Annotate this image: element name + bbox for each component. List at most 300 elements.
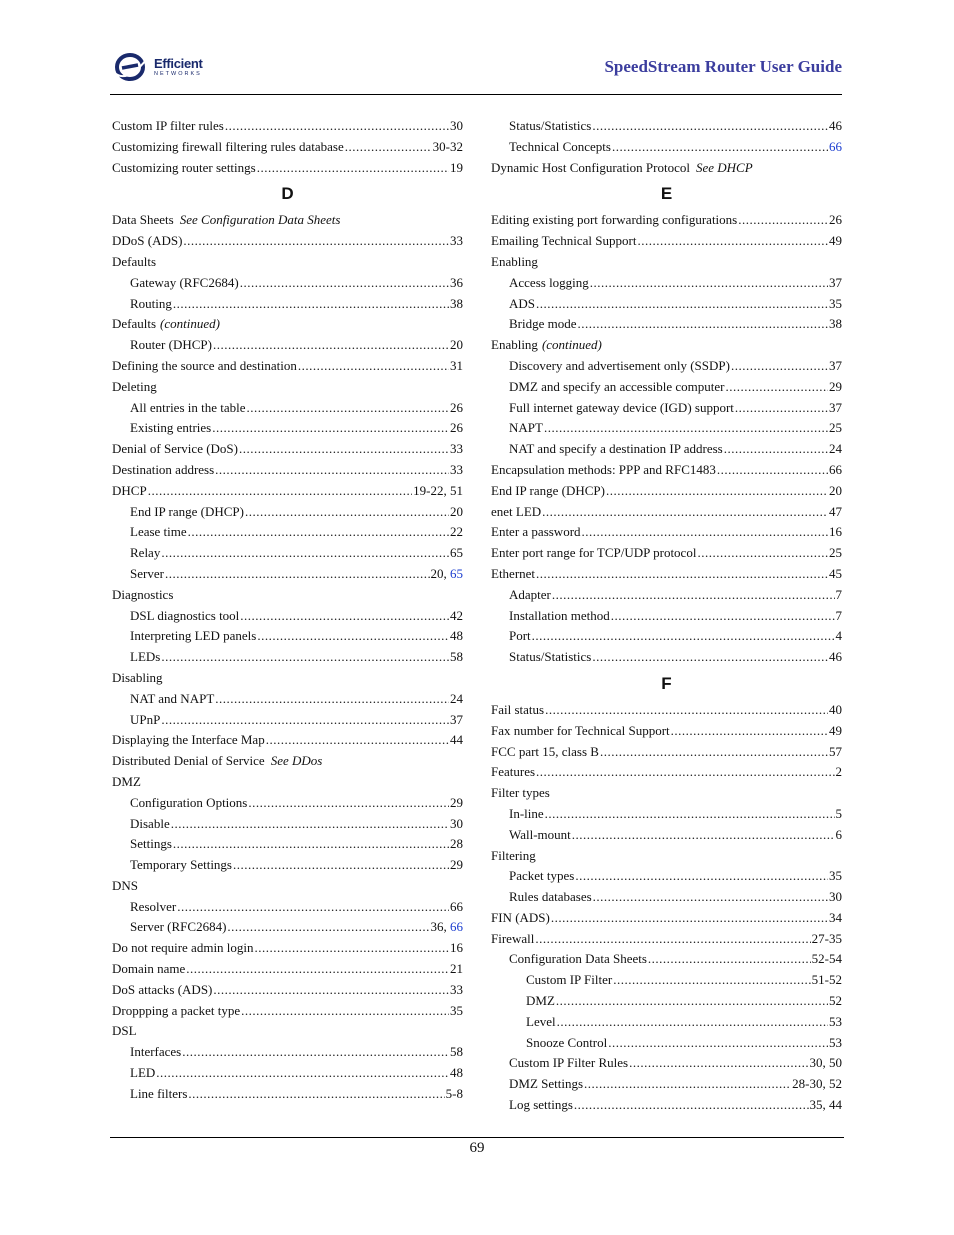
index-term: [112, 158, 256, 179]
page-reference: [829, 377, 842, 398]
page-numbers: 35: [829, 868, 842, 884]
dot-leader: [233, 855, 449, 876]
page-reference: [450, 689, 463, 710]
index-term-text: Denial of Service (DoS): [112, 441, 238, 457]
page-numbers: 35: [829, 295, 842, 311]
index-term: [112, 668, 163, 689]
dot-leader: [648, 949, 811, 970]
index-term: [491, 742, 599, 763]
page-numbers: 22: [450, 524, 463, 540]
page-reference: [450, 398, 463, 419]
page-numbers: 7: [835, 586, 842, 602]
index-entry: [112, 377, 463, 398]
page-reference: [829, 502, 842, 523]
index-term-text: Log settings: [509, 1097, 573, 1113]
index-term: [130, 855, 232, 876]
page-numbers: 29: [450, 794, 463, 810]
index-term-text: Domain name: [112, 961, 186, 977]
index-term-text: Wall-mount: [509, 826, 571, 842]
page-number: 69: [469, 1140, 485, 1156]
dot-leader: [536, 294, 828, 315]
index-term-text: Installation method: [509, 607, 610, 623]
dot-leader: [215, 460, 449, 481]
index-entry: [491, 460, 842, 481]
page-numbers: 58: [450, 649, 463, 665]
page-reference: [450, 1001, 463, 1022]
index-term: [112, 252, 156, 273]
index-term-text: Interpreting LED panels: [130, 628, 257, 644]
index-term-text: DSL diagnostics tool: [130, 607, 240, 623]
page-numbers: 27-35: [811, 930, 842, 946]
page-reference: [812, 929, 842, 950]
page-numbers: 37: [829, 274, 842, 290]
page-numbers: 25: [829, 420, 842, 436]
index-term: [112, 231, 182, 252]
dot-leader: [161, 710, 449, 731]
page-reference: [810, 1095, 843, 1116]
index-term: [130, 814, 170, 835]
dot-leader: [544, 418, 828, 439]
index-term-text: All entries in the table: [130, 399, 246, 415]
index-term-text: Emailing Technical Support: [491, 233, 637, 249]
index-term: [509, 377, 725, 398]
page-reference: [829, 137, 842, 158]
index-term-text: Existing entries: [130, 420, 212, 436]
index-term-text: Defaults: [112, 316, 157, 332]
page-numbers: 42: [450, 607, 463, 623]
page-reference: [829, 742, 842, 763]
dot-leader: [611, 606, 835, 627]
page-reference: [829, 481, 842, 502]
index-term: [509, 825, 571, 846]
index-term: [130, 897, 176, 918]
index-term: [112, 314, 220, 335]
index-term-text: DNS: [112, 877, 139, 893]
index-term-text: Firewall: [491, 930, 535, 946]
dot-leader: [592, 647, 828, 668]
index-entry: [112, 814, 463, 835]
page-reference: [836, 762, 843, 783]
page-reference: [829, 294, 842, 315]
index-entry: [491, 356, 842, 377]
dot-leader: [724, 439, 828, 460]
page-header: [110, 50, 842, 94]
page-numbers: 16: [450, 940, 463, 956]
index-entry: [112, 564, 463, 585]
footer-rule: [110, 1137, 844, 1138]
index-term: [509, 356, 730, 377]
index-entry: [112, 210, 463, 231]
index-entry: [491, 502, 842, 523]
index-term-text: NAPT: [509, 420, 543, 436]
index-entry: [112, 137, 463, 158]
page-numbers: 26: [450, 420, 463, 436]
index-term-text: enet LED: [491, 503, 542, 519]
index-term: [112, 460, 214, 481]
page-reference: [450, 460, 463, 481]
index-term-text: End IP range (DHCP): [130, 503, 244, 519]
index-entry: [112, 418, 463, 439]
index-term: [491, 762, 535, 783]
index-term: [130, 398, 246, 419]
page-reference: [810, 1053, 843, 1074]
dot-leader: [613, 970, 810, 991]
index-term-text: Ethernet: [491, 565, 536, 581]
index-term-text: Configuration Options: [130, 794, 248, 810]
index-entry: [112, 252, 463, 273]
index-entry: [112, 158, 463, 179]
index-term: [112, 377, 157, 398]
index-entry: [491, 158, 842, 179]
page-numbers: 33: [450, 441, 463, 457]
page-reference: [450, 502, 463, 523]
page-numbers: 26: [450, 399, 463, 415]
page-reference: [829, 991, 842, 1012]
dot-leader: [241, 1001, 449, 1022]
page-numbers: 53: [829, 1013, 842, 1029]
index-term: [112, 116, 224, 137]
index-term-text: DoS attacks (ADS): [112, 981, 213, 997]
page-numbers: 33: [450, 461, 463, 477]
page-numbers: 30: [829, 889, 842, 905]
dot-leader: [735, 398, 828, 419]
index-entry: [112, 834, 463, 855]
page-reference: [829, 908, 842, 929]
index-entry: [491, 866, 842, 887]
index-term-text: Discovery and advertisement only (SSDP): [509, 357, 730, 373]
dot-leader: [717, 460, 828, 481]
page-numbers: 5-8: [445, 1085, 463, 1101]
index-entry: [491, 398, 842, 419]
dot-leader: [213, 335, 449, 356]
index-term-text: Disable: [130, 815, 170, 831]
index-term: [509, 626, 531, 647]
index-entry: [491, 418, 842, 439]
index-term-text: Rules databases: [509, 889, 592, 905]
dot-leader: [248, 793, 449, 814]
index-entry: [491, 804, 842, 825]
index-term: [491, 564, 535, 585]
index-term-text: Bridge mode: [509, 316, 577, 332]
see-reference: See DDos: [270, 753, 323, 769]
index-term: [491, 929, 534, 950]
index-term: [509, 887, 592, 908]
dot-leader: [535, 929, 810, 950]
index-entry: [491, 522, 842, 543]
index-term: [112, 481, 147, 502]
page-numbers: 25: [829, 545, 842, 561]
page-link[interactable]: 66: [829, 138, 842, 154]
index-term-text: Fail status: [491, 701, 545, 717]
logo-wordmark: Efficient: [154, 56, 203, 71]
dot-leader: [257, 626, 449, 647]
index-term: [491, 460, 716, 481]
dot-leader: [738, 210, 828, 231]
index-term-text: Routing: [130, 295, 172, 311]
index-term: [112, 1001, 240, 1022]
index-term: [509, 647, 591, 668]
page-reference: [829, 887, 842, 908]
index-term-text: DMZ: [526, 993, 555, 1009]
dot-leader: [582, 522, 828, 543]
page-reference: [450, 356, 463, 377]
index-term-text: Diagnostics: [112, 586, 174, 602]
index-column-right: [491, 116, 842, 1116]
page-reference: [829, 231, 842, 252]
page-reference: [450, 897, 463, 918]
see-reference: See DHCP: [695, 159, 753, 175]
index-term-text: Do not require admin login: [112, 940, 254, 956]
page-reference: [829, 700, 842, 721]
index-entry: [112, 606, 463, 627]
page-reference: [450, 158, 463, 179]
dot-leader: [545, 804, 835, 825]
index-term-text: Status/Statistics: [509, 118, 592, 133]
index-entry: [112, 502, 463, 523]
page-reference: [829, 314, 842, 335]
index-term-text: DMZ: [112, 773, 141, 789]
page-reference: [450, 814, 463, 835]
dot-leader: [161, 647, 449, 668]
dot-leader: [257, 158, 449, 179]
index-entry: [112, 647, 463, 668]
page-numbers: 52-54: [811, 951, 842, 967]
page-numbers: 30: [450, 118, 463, 133]
page-numbers: 35: [450, 1002, 463, 1018]
dot-leader: [551, 908, 828, 929]
index-term: [491, 846, 536, 867]
page-reference: [792, 1074, 842, 1095]
index-term: [130, 647, 160, 668]
index-entry: [112, 855, 463, 876]
dot-leader: [165, 564, 430, 585]
index-term-text: Custom IP filter rules: [112, 118, 224, 133]
page-numbers: 48: [450, 1065, 463, 1081]
page-reference: [812, 949, 842, 970]
page-numbers: 30-32: [432, 138, 463, 154]
page-reference: [450, 855, 463, 876]
dot-leader: [578, 314, 828, 335]
page-numbers: 4: [835, 628, 842, 644]
index-entry: [112, 273, 463, 294]
index-entry: [491, 210, 842, 231]
index-term-text: Data Sheets: [112, 212, 174, 228]
index-term-text: Lease time: [130, 524, 187, 540]
page-reference: [829, 721, 842, 742]
dot-leader: [557, 1012, 828, 1033]
page-reference: [450, 231, 463, 252]
index-term-text: Line filters: [130, 1085, 188, 1101]
page-numbers: 38: [450, 295, 463, 311]
dot-leader: [536, 564, 828, 585]
dot-leader: [552, 585, 835, 606]
index-term-text: Encapsulation methods: PPP and RFC1483: [491, 461, 716, 477]
page-numbers: 20,: [430, 565, 450, 581]
index-term-text: Defaults: [112, 253, 157, 269]
dot-leader: [148, 481, 412, 502]
index-section-letter: D: [281, 184, 294, 204]
index-entry: [491, 929, 842, 950]
index-term: [112, 751, 322, 772]
index-entry: [112, 1063, 463, 1084]
page-reference: [829, 647, 842, 668]
index-term-text: Configuration Data Sheets: [509, 951, 647, 967]
index-term: [509, 294, 535, 315]
index-entry: [491, 1053, 842, 1074]
page-numbers: 48: [450, 628, 463, 644]
page-numbers: 66: [829, 461, 842, 477]
index-section-letter: F: [661, 673, 672, 693]
dot-leader: [240, 606, 449, 627]
index-term-text: Distributed Denial of Service: [112, 753, 265, 769]
index-entry: [491, 116, 842, 137]
index-term-text: Snooze Control: [526, 1034, 608, 1050]
index-term: [130, 543, 160, 564]
page-reference: [431, 564, 464, 585]
index-entry: [491, 252, 842, 273]
page-numbers: 30: [450, 815, 463, 831]
index-term-text: LED: [130, 1065, 156, 1081]
index-term: [130, 294, 172, 315]
index-term: [509, 398, 734, 419]
index-entry: [112, 1084, 463, 1105]
index-term: [491, 158, 753, 179]
index-term-text: Packet types: [509, 868, 575, 884]
index-term: [130, 418, 211, 439]
dot-leader: [255, 938, 449, 959]
page-numbers: 33: [450, 981, 463, 997]
page-reference: [433, 137, 463, 158]
page-reference: [450, 522, 463, 543]
page-reference: [450, 294, 463, 315]
index-term-text: LEDs: [130, 649, 161, 665]
index-entry: [112, 460, 463, 481]
page-numbers: 33: [450, 233, 463, 249]
page-numbers: 46: [829, 649, 842, 665]
page-reference: [450, 273, 463, 294]
index-term-text: End IP range (DHCP): [491, 482, 605, 498]
page-reference: [829, 273, 842, 294]
index-term-text: Gateway (RFC2684): [130, 274, 239, 290]
index-term: [130, 793, 247, 814]
index-entry: [491, 543, 842, 564]
index-entry: [112, 335, 463, 356]
index-entry: [112, 668, 463, 689]
index-entry: [112, 897, 463, 918]
dot-leader: [532, 626, 835, 647]
page-reference: [836, 585, 843, 606]
page-link[interactable]: 66: [450, 919, 463, 935]
page-numbers: 46: [829, 118, 842, 133]
dot-leader: [600, 742, 828, 763]
page-reference: [450, 543, 463, 564]
page-numbers: 29: [450, 857, 463, 873]
index-term-text: Access logging: [509, 274, 589, 290]
dot-leader: [173, 294, 449, 315]
page-link[interactable]: 65: [450, 565, 463, 581]
dot-leader: [225, 116, 449, 137]
index-entry: [112, 1042, 463, 1063]
index-term: [130, 1042, 181, 1063]
page-reference: [450, 959, 463, 980]
index-term: [509, 866, 574, 887]
page-reference: [450, 335, 463, 356]
page-reference: [829, 210, 842, 231]
page-numbers: 29: [829, 378, 842, 394]
dot-leader: [215, 689, 449, 710]
index-term: [130, 710, 160, 731]
index-entry: [112, 730, 463, 751]
dot-leader: [156, 1063, 449, 1084]
page-numbers: 37: [450, 711, 463, 727]
index-entry: [112, 626, 463, 647]
page-numbers: 38: [829, 316, 842, 332]
page-reference: [829, 522, 842, 543]
index-term-text: Interfaces: [130, 1044, 182, 1060]
index-entry: [491, 846, 842, 867]
index-term-text: DMZ and specify an accessible computer: [509, 378, 725, 394]
page-reference: [829, 418, 842, 439]
dot-leader: [608, 1033, 828, 1054]
page-numbers: 58: [450, 1044, 463, 1060]
index-term: [130, 606, 239, 627]
page-numbers: 20: [450, 337, 463, 353]
index-term: [526, 1012, 556, 1033]
index-entry: [112, 231, 463, 252]
page-reference: [829, 543, 842, 564]
index-term-text: Fax number for Technical Support: [491, 722, 670, 738]
index-term: [112, 137, 344, 158]
dot-leader: [671, 721, 828, 742]
index-term-text: Editing existing port forwarding configurations: [491, 212, 738, 228]
index-term-text: Server (RFC2684): [130, 919, 227, 935]
page-numbers: 51-52: [811, 972, 842, 988]
index-entry: [491, 970, 842, 991]
index-entry: [491, 481, 842, 502]
dot-leader: [593, 887, 828, 908]
page-reference: [450, 647, 463, 668]
index-term: [491, 700, 544, 721]
page-numbers: 28-30, 52: [792, 1076, 842, 1092]
page-numbers: 40: [829, 701, 842, 717]
index-term: [130, 564, 164, 585]
index-term-text: Destination address: [112, 461, 215, 477]
dot-leader: [186, 959, 449, 980]
index-term-text: DMZ Settings: [509, 1076, 584, 1092]
page-reference: [829, 460, 842, 481]
index-entry: [112, 980, 463, 1001]
index-term-text: FCC part 15, class B: [491, 743, 599, 759]
index-term-text: Server: [130, 565, 164, 581]
index-entry: [491, 762, 842, 783]
index-term: [491, 481, 605, 502]
index-entry: [491, 1074, 842, 1095]
index-term-text: Filter types: [491, 785, 550, 801]
index-section-letter: E: [660, 184, 673, 204]
dot-leader: [590, 273, 828, 294]
page-reference: [450, 1042, 463, 1063]
index-term: [491, 252, 538, 273]
dot-leader: [542, 502, 828, 523]
page-reference: [450, 418, 463, 439]
page-numbers: 45: [829, 565, 842, 581]
index-term: [112, 980, 212, 1001]
index-entry: [491, 335, 842, 356]
index-entry: [491, 377, 842, 398]
page-numbers: 26: [829, 212, 842, 228]
index-entry: [491, 273, 842, 294]
index-term-text: Temporary Settings: [130, 857, 232, 873]
